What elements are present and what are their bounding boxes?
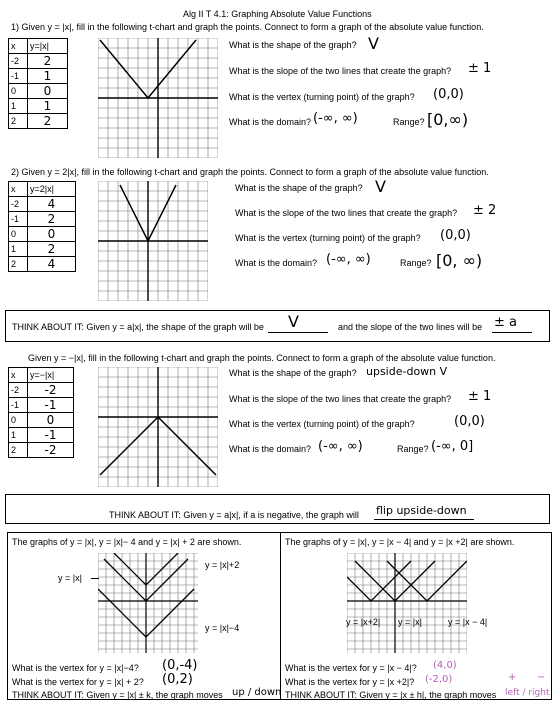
think1-text: THINK ABOUT IT: Given y = a|x|, the shape of the graph will be xyxy=(12,322,264,332)
right-q-vertex-2: What is the vertex for y = |x +2|? xyxy=(285,677,415,687)
s3-row-y: 0 xyxy=(28,413,74,428)
s3-header-y: y=−|x| xyxy=(28,368,74,383)
s2-q-shape: What is the shape of the graph? xyxy=(235,183,363,193)
s1-row-x: -1 xyxy=(9,69,28,84)
s3-a-range: (-∞, 0] xyxy=(431,439,474,454)
s3-row-y: -1 xyxy=(28,398,74,413)
s3-a-vertex: (0,0) xyxy=(454,414,485,429)
right-a-vertex-2: (-2,0) xyxy=(425,674,453,685)
s3-a-slope: ± 1 xyxy=(468,389,492,404)
s2-row-y: 4 xyxy=(28,257,76,272)
s1-q-vertex: What is the vertex (turning point) of the graph? xyxy=(229,92,415,102)
s2-a-vertex: (0,0) xyxy=(440,228,471,243)
s1-q-domain: What is the domain? xyxy=(229,117,312,127)
s1-header-y: y=|x| xyxy=(28,39,68,54)
left-q-vertex-1: What is the vertex for y = |x|−4? xyxy=(12,663,139,673)
s2-a-shape: V xyxy=(375,177,386,196)
s3-row-x: -1 xyxy=(9,398,28,413)
left-a-vertex-2: (0,2) xyxy=(162,672,193,687)
left-label-abs-x-minus-4: y = |x|−4 xyxy=(205,623,240,633)
s1-a-domain: (-∞, ∞) xyxy=(313,111,358,126)
s1-a-vertex: (0,0) xyxy=(433,87,464,102)
right-sign-plus: + xyxy=(508,672,517,683)
left-heading: The graphs of y = |x|, y = |x|− 4 and y = |x| + 2 are shown. xyxy=(12,537,242,547)
s3-row-y: -1 xyxy=(28,428,74,443)
s3-q-domain: What is the domain? xyxy=(229,444,312,454)
grid xyxy=(347,553,467,653)
s2-instructions: 2) Given y = 2|x|, fill in the following t-chart and graph the points. Connect to form a graph of the absolute value function. xyxy=(11,167,489,177)
s3-row-x: 1 xyxy=(9,428,28,443)
s1-q-slope: What is the slope of the two lines that create the graph? xyxy=(229,66,452,76)
s1-row-y: 1 xyxy=(28,99,68,114)
s3-q-vertex: What is the vertex (turning point) of the graph? xyxy=(229,419,415,429)
think2-answer: flip upside-down xyxy=(376,504,467,517)
right-label-abs-x-plus-2: y = |x+2| xyxy=(346,617,381,627)
left-label-abs-x: y = |x| xyxy=(58,573,82,583)
right-a-vertex-1: (4,0) xyxy=(433,660,457,671)
s2-row-y: 0 xyxy=(28,227,76,242)
s2-row-x: 2 xyxy=(9,257,28,272)
s3-a-domain: (-∞, ∞) xyxy=(318,439,363,454)
s2-row-y: 2 xyxy=(28,242,76,257)
s3-t-chart xyxy=(8,367,74,458)
s2-q-range: Range? xyxy=(400,258,432,268)
right-q-vertex-1: What is the vertex for y = |x − 4|? xyxy=(285,663,417,673)
left-graph xyxy=(98,553,198,653)
s1-q-range: Range? xyxy=(393,117,425,127)
s3-row-x: 2 xyxy=(9,443,28,458)
think1-answer-2: ± a xyxy=(494,315,517,330)
right-think: THINK ABOUT IT: Given y = |x ± h|, the graph moves xyxy=(285,690,497,700)
s2-a-slope: ± 2 xyxy=(473,203,497,218)
left-think-answer: up / down xyxy=(232,687,282,698)
s3-row-y: -2 xyxy=(28,443,74,458)
left-q-vertex-2: What is the vertex for y = |x| + 2? xyxy=(12,677,144,687)
s2-row-x: -1 xyxy=(9,212,28,227)
s2-q-domain: What is the domain? xyxy=(235,258,318,268)
left-label-arrow xyxy=(91,578,99,579)
s1-row-y: 0 xyxy=(28,84,68,99)
think1-answer-1: V xyxy=(288,312,299,331)
s1-graph xyxy=(98,38,218,158)
right-label-abs-x-minus-4: y = |x − 4| xyxy=(448,617,488,627)
left-a-vertex-1: (0,-4) xyxy=(162,658,198,673)
s3-q-range: Range? xyxy=(397,444,429,454)
s1-row-y: 2 xyxy=(28,54,68,69)
s2-row-x: 0 xyxy=(9,227,28,242)
s3-q-shape: What is the shape of the graph? xyxy=(229,368,357,378)
think1-blank-1 xyxy=(268,332,328,333)
s3-row-x: -2 xyxy=(9,383,28,398)
s3-a-shape: upside-down V xyxy=(366,365,448,378)
left-think: THINK ABOUT IT: Given y = |x| ± k, the graph moves xyxy=(12,690,223,700)
s1-t-chart xyxy=(8,38,68,129)
s2-graph xyxy=(98,181,208,301)
s1-row-x: 1 xyxy=(9,99,28,114)
s2-q-vertex: What is the vertex (turning point) of the graph? xyxy=(235,233,421,243)
s2-a-domain: (-∞, ∞) xyxy=(326,252,371,267)
s2-header-y: y=2|x| xyxy=(28,182,76,197)
s2-row-y: 2 xyxy=(28,212,76,227)
right-label-abs-x: y = |x| xyxy=(398,617,422,627)
right-heading: The graphs of y = |x|, y = |x − 4| and y = |x +2| are shown. xyxy=(285,537,515,547)
s3-row-y: -2 xyxy=(28,383,74,398)
s2-q-slope: What is the slope of the two lines that create the graph? xyxy=(235,208,458,218)
s3-graph xyxy=(98,367,218,487)
s1-row-y: 2 xyxy=(28,114,68,129)
worksheet-title: Alg II T 4.1: Graphing Absolute Value Functions xyxy=(183,9,372,19)
s1-row-x: 2 xyxy=(9,114,28,129)
s1-a-range: [0,∞) xyxy=(427,110,469,129)
s3-row-x: 0 xyxy=(9,413,28,428)
s3-q-slope: What is the slope of the two lines that create the graph? xyxy=(229,394,452,404)
think1-blank-2 xyxy=(492,332,532,333)
s1-a-slope: ± 1 xyxy=(468,61,492,76)
s2-a-range: [0, ∞) xyxy=(436,251,483,270)
s2-row-x: 1 xyxy=(9,242,28,257)
s3-header-x: x xyxy=(9,368,28,383)
right-think-answer: left / right xyxy=(505,688,550,698)
s1-q-shape: What is the shape of the graph? xyxy=(229,40,357,50)
think2-blank xyxy=(374,519,474,520)
think1-mid-text: and the slope of the two lines will be xyxy=(338,322,483,332)
s2-row-x: -2 xyxy=(9,197,28,212)
right-graph xyxy=(347,553,467,653)
s1-instructions: 1) Given y = |x|, fill in the following t-chart and graph the points. Connect to form a graph of the absolute value function. xyxy=(11,22,484,32)
s1-row-y: 1 xyxy=(28,69,68,84)
s1-row-x: 0 xyxy=(9,84,28,99)
s1-row-x: -2 xyxy=(9,54,28,69)
s2-header-x: x xyxy=(9,182,28,197)
s2-t-chart xyxy=(8,181,76,272)
think2-text: THINK ABOUT IT: Given y = a|x|, if a is negative, the graph will xyxy=(109,510,359,520)
right-sign-minus: − xyxy=(537,672,546,683)
s2-row-y: 4 xyxy=(28,197,76,212)
s1-a-shape: V xyxy=(368,34,379,53)
s1-header-x: x xyxy=(9,39,28,54)
left-label-abs-x-plus-2: y = |x|+2 xyxy=(205,560,240,570)
panel-divider xyxy=(280,532,281,700)
s3-instructions: Given y = −|x|, fill in the following t-chart and graph the points. Connect to form a graph of the absolute value function. xyxy=(28,353,496,363)
